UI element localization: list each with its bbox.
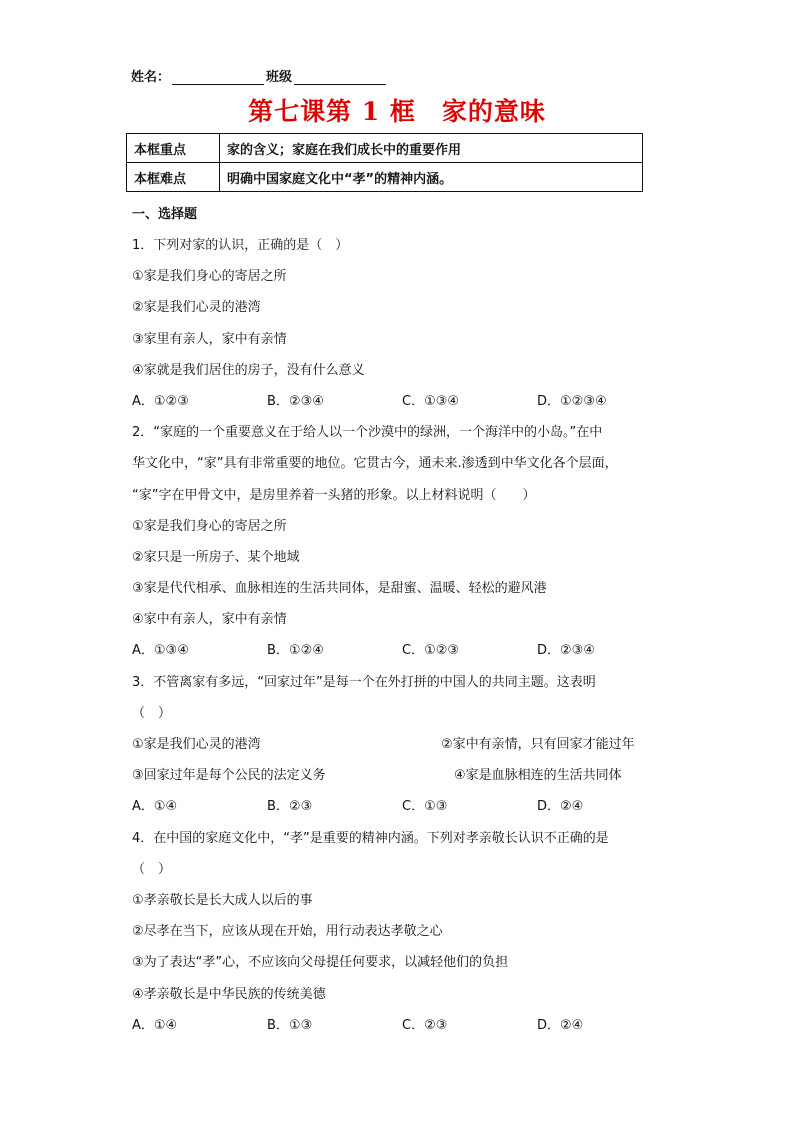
- class-label: 班级: [266, 70, 293, 85]
- name-blank[interactable]: [172, 70, 264, 85]
- q3-items-row: [132, 729, 672, 760]
- q1-item: ③家里有亲人，家中有亲情: [132, 331, 287, 347]
- q1-item: ②家是我们心灵的港湾: [132, 300, 261, 316]
- q3-item: ③回家过年是每个公民的法定义务: [132, 768, 326, 784]
- q2-option-b[interactable]: B．①②④: [267, 643, 324, 659]
- q4-stem-line: （ ）: [132, 861, 172, 877]
- q2-option-c[interactable]: C．①②③: [402, 643, 460, 659]
- q2-item: ②家只是一所房子、某个地域: [132, 549, 300, 565]
- q3-stem-line: 3．不管离家有多远，“回家过年”是每一个在外打拼的中国人的共同主题。这表明: [132, 674, 596, 690]
- q1-options: [132, 386, 672, 417]
- difficulty-label: 本框难点: [127, 163, 220, 192]
- q4-option-c[interactable]: C．②③: [402, 1017, 448, 1033]
- q3-option-a[interactable]: A．①④: [132, 799, 178, 815]
- class-blank[interactable]: [294, 70, 386, 85]
- q3-option-c[interactable]: C．①③: [402, 799, 448, 815]
- lesson-title: 第七课第 1 框 家的意味: [248, 97, 546, 126]
- q2-stem-line: 华文化中，“家”具有非常重要的地位。它贯古今，通未来.渗透到中华文化各个层面，: [132, 456, 618, 472]
- q4-item: ④孝亲敬长是中华民族的传统美德: [132, 986, 326, 1002]
- q1-item: ①家是我们身心的寄居之所: [132, 269, 287, 285]
- q4-options: [132, 1010, 672, 1041]
- q4-item: ①孝亲敬长是长大成人以后的事: [132, 892, 313, 908]
- difficulty-value: 明确中国家庭文化中“孝”的精神内涵。: [220, 163, 643, 192]
- questions-area: [132, 200, 672, 1041]
- table-row: [127, 163, 643, 192]
- q1-option-b[interactable]: B．②③④: [267, 393, 324, 409]
- q2-stem-line: 2．“家庭的一个重要意义在于给人以一个沙漠中的绿洲，一个海洋中的小岛。”在中: [132, 425, 603, 441]
- q1-stem: 1．下列对家的认识，正确的是（ ）: [132, 238, 349, 253]
- q2-item: ③家是代代相承、血脉相连的生活共同体，是甜蜜、温暖、轻松的避风港: [132, 581, 547, 597]
- key-points-table: [126, 133, 643, 192]
- q4-option-b[interactable]: B．①③: [267, 1017, 313, 1033]
- student-info-line: [131, 66, 388, 85]
- q4-option-a[interactable]: A．①④: [132, 1017, 178, 1033]
- q1-option-d[interactable]: D．①②③④: [537, 393, 607, 409]
- q4-stem-line: 4．在中国的家庭文化中，“孝”是重要的精神内涵。下列对孝亲敬长认识不正确的是: [132, 830, 609, 846]
- q3-stem-line: （ ）: [132, 705, 172, 721]
- q1-option-a[interactable]: A．①②③: [132, 393, 189, 409]
- q2-options: [132, 635, 672, 666]
- q4-item: ②尽孝在当下，应该从现在开始，用行动表达孝敬之心: [132, 924, 443, 940]
- q3-item: ②家中有亲情，只有回家才能过年: [441, 737, 635, 752]
- q3-items-row: [132, 760, 672, 791]
- q3-option-d[interactable]: D．②④: [537, 799, 584, 815]
- table-row: [127, 134, 643, 163]
- q3-options: [132, 791, 672, 822]
- q4-option-d[interactable]: D．②④: [537, 1017, 584, 1033]
- q2-option-a[interactable]: A．①③④: [132, 643, 189, 659]
- q3-item: ①家是我们心灵的港湾: [132, 737, 261, 752]
- key-point-label: 本框重点: [127, 134, 220, 163]
- q3-option-b[interactable]: B．②③: [267, 799, 313, 815]
- name-label: 姓名：: [131, 70, 171, 85]
- q4-item: ③为了表达“孝”心，不应该向父母提任何要求，以减轻他们的负担: [132, 955, 509, 971]
- section-heading: 一、选择题: [132, 207, 198, 222]
- q3-item: ④家是血脉相连的生活共同体: [454, 768, 622, 784]
- key-point-value: 家的含义；家庭在我们成长中的重要作用: [220, 134, 643, 163]
- q2-stem-line: “家”字在甲骨文中，是房里养着一头猪的形象。以上材料说明（ ）: [132, 487, 536, 503]
- q2-item: ①家是我们身心的寄居之所: [132, 518, 287, 534]
- q1-option-c[interactable]: C．①③④: [402, 393, 460, 409]
- q2-item: ④家中有亲人，家中有亲情: [132, 612, 287, 628]
- q2-option-d[interactable]: D．②③④: [537, 643, 595, 659]
- q1-item: ④家就是我们居住的房子，没有什么意义: [132, 362, 365, 378]
